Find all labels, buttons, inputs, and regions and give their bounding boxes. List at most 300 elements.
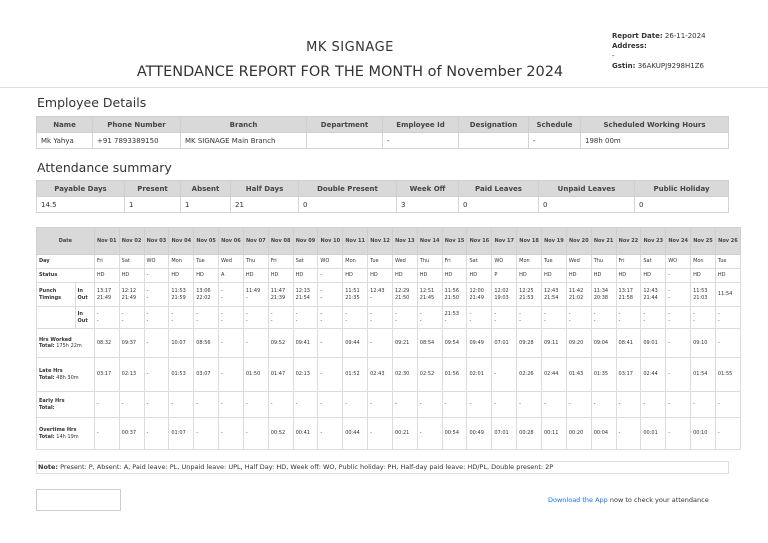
status-cell: HD — [467, 269, 492, 283]
punch-out-time: 22:02 — [196, 294, 211, 301]
punch-in-time: 12:02 — [494, 288, 509, 294]
punch-cell — [268, 307, 293, 329]
punch-cell — [542, 307, 567, 329]
punch-in-time: - — [221, 311, 223, 317]
ot-cell: 00:10 — [691, 418, 716, 450]
date-header: Nov 21 — [591, 228, 616, 255]
punch-cell — [368, 283, 393, 307]
punch-cell — [144, 283, 169, 307]
status-cell: - — [666, 269, 691, 283]
download-footer — [548, 496, 709, 504]
punch-cell — [392, 283, 417, 307]
hrs-cell: 09:49 — [467, 329, 492, 358]
punch-cell — [219, 283, 244, 307]
late-hrs-label — [37, 358, 95, 392]
employee-section-title: Employee Details — [37, 95, 147, 110]
punch-in-time: - — [196, 311, 198, 317]
date-header: Nov 12 — [368, 228, 393, 255]
punch-out-time: - — [146, 317, 149, 324]
punch-in-label: In — [77, 311, 83, 317]
status-cell: HD — [542, 269, 567, 283]
late-cell: 01:52 — [343, 358, 368, 392]
punch-out-time: - — [568, 317, 571, 324]
punch-cell — [492, 283, 517, 307]
status-cell: HD — [392, 269, 417, 283]
late-cell: 01:56 — [442, 358, 467, 392]
summary-table — [36, 180, 729, 213]
punch-out-time: 19:03 — [494, 294, 509, 301]
summary-cell: 14.5 — [37, 197, 125, 213]
ot-cell: 00:21 — [392, 418, 417, 450]
late-cell: 02:01 — [467, 358, 492, 392]
status-cell: HD — [641, 269, 666, 283]
punch-in-time: - — [146, 311, 149, 317]
late-cell: - — [144, 358, 169, 392]
punch-cell — [368, 307, 393, 329]
punch-in-time: 11:51 — [345, 288, 360, 294]
punch-out-time: - — [146, 294, 149, 301]
hrs-cell: 09:01 — [641, 329, 666, 358]
employee-cell: MK SIGNAGE Main Branch — [181, 133, 307, 149]
hrs-cell: 09:41 — [293, 329, 318, 358]
punch-out-time: 21:54 — [544, 294, 559, 301]
date-header: Nov 07 — [243, 228, 268, 255]
punch-cell — [467, 307, 492, 329]
punch-out-time: - — [717, 317, 720, 324]
punch-in-time: 11:56 — [444, 288, 460, 294]
hrs-cell: - — [144, 329, 169, 358]
punch-in-time: - — [544, 311, 546, 317]
ot-cell: - — [616, 418, 641, 450]
punch-out-time: - — [419, 317, 422, 324]
status-cell: HD — [591, 269, 616, 283]
punch-out-time: - — [370, 294, 372, 301]
early-cell: - — [467, 392, 492, 418]
overtime-hrs-label — [37, 418, 95, 450]
late-cell: 02:44 — [641, 358, 666, 392]
date-header: Nov 04 — [169, 228, 194, 255]
summary-cell: 21 — [231, 197, 299, 213]
ot-cell: - — [318, 418, 343, 450]
status-cell: HD — [417, 269, 442, 283]
status-row-label: Status — [37, 269, 95, 283]
punch-cell — [293, 307, 318, 329]
overtime-hrs-label-title: Overtime Hrs — [39, 427, 77, 433]
employee-cell: +91 7893389150 — [93, 133, 181, 149]
punch-cell — [517, 283, 542, 307]
overtime-hrs-label-total-value: 14h 19m — [56, 433, 79, 440]
early-cell: - — [243, 392, 268, 418]
ot-cell: - — [243, 418, 268, 450]
hrs-cell: 09:20 — [566, 329, 591, 358]
punch-in-time: 12:12 — [121, 288, 137, 294]
early-cell: - — [715, 392, 740, 418]
punch-cell — [442, 307, 467, 329]
day-cell: WO — [318, 255, 343, 269]
punch-cell — [318, 307, 343, 329]
punch-out-time: 21:58 — [618, 294, 633, 301]
punch-in-time: - — [593, 311, 596, 317]
date-header: Nov 13 — [392, 228, 417, 255]
hrs-cell: 09:52 — [268, 329, 293, 358]
hrs-worked-label-title: Hrs Worked — [39, 336, 72, 343]
early-cell: - — [368, 392, 393, 418]
legend-note — [36, 461, 729, 474]
punch-out-time: - — [668, 294, 671, 301]
punch-out-time: - — [618, 317, 621, 324]
day-cell: Mon — [169, 255, 194, 269]
day-cell: Thu — [417, 255, 442, 269]
late-hrs-label-total-label: Total: — [39, 374, 55, 381]
status-cell: HD — [368, 269, 393, 283]
status-cell: A — [219, 269, 244, 283]
hrs-cell: 09:54 — [442, 329, 467, 358]
punch-out-time: - — [121, 317, 124, 324]
punch-in-time: - — [121, 311, 124, 317]
late-cell: 01:35 — [591, 358, 616, 392]
hrs-cell: 09:11 — [542, 329, 567, 358]
hrs-worked-label-total-value: 175h 22m — [56, 343, 82, 349]
ot-cell: - — [144, 418, 169, 450]
punch-out-time: - — [544, 317, 546, 324]
date-header: Nov 08 — [268, 228, 293, 255]
date-header: Nov 26 — [715, 228, 740, 255]
employee-cell — [459, 133, 529, 149]
punch-in-time: - — [394, 311, 397, 317]
summary-cell: 1 — [125, 197, 181, 213]
punch-cell — [144, 307, 169, 329]
summary-cell: 0 — [299, 197, 397, 213]
punch-out-time: 20:38 — [593, 294, 609, 301]
punch-in-time: 12:00 — [469, 288, 484, 294]
punch-out-time: - — [96, 317, 99, 324]
punch-cell — [591, 283, 616, 307]
punch-out-time: - — [295, 317, 298, 324]
punch-cell — [417, 307, 442, 329]
summary-column-header: Double Present — [299, 181, 397, 197]
summary-column-header: Unpaid Leaves — [539, 181, 635, 197]
employee-cell: 198h 00m — [581, 133, 729, 149]
punch-out-time: - — [221, 294, 223, 301]
late-cell: 01:53 — [169, 358, 194, 392]
hrs-worked-label-total-label: Total: — [39, 343, 55, 349]
punch-in-time: - — [519, 311, 521, 317]
punch-cell — [219, 307, 244, 329]
employee-column-header: Branch — [181, 117, 307, 133]
ot-cell: 00:28 — [517, 418, 542, 450]
punch-in-time: 21:53 — [444, 311, 460, 317]
day-cell: WO — [144, 255, 169, 269]
hrs-cell: - — [715, 329, 740, 358]
punch-row-label: Punch Timings — [37, 283, 76, 307]
punch-in-time: 11:34 — [593, 288, 609, 294]
early-cell: - — [318, 392, 343, 418]
punch-cell — [641, 307, 666, 329]
ot-cell: 00:44 — [343, 418, 368, 450]
day-cell: Thu — [591, 255, 616, 269]
early-cell: - — [666, 392, 691, 418]
day-cell: Mon — [691, 255, 716, 269]
status-cell: HD — [169, 269, 194, 283]
punch-out-time: 21:39 — [270, 294, 286, 301]
summary-column-header: Absent — [181, 181, 231, 197]
early-cell: - — [268, 392, 293, 418]
hrs-cell: - — [368, 329, 393, 358]
punch-in-time: - — [146, 288, 149, 294]
download-footer-text: now to check your attendance — [607, 496, 709, 504]
early-hrs-label-title: Early Hrs — [39, 398, 65, 404]
employee-table — [36, 116, 729, 149]
punch-cell — [318, 283, 343, 307]
punch-in-time: - — [295, 311, 298, 317]
summary-column-header: Present — [125, 181, 181, 197]
punch-in-time: 11:54 — [717, 291, 733, 298]
late-cell: 02:13 — [293, 358, 318, 392]
punch-cell — [616, 307, 641, 329]
punch-out-time: - — [171, 317, 174, 324]
ot-cell: - — [715, 418, 740, 450]
status-cell: HD — [566, 269, 591, 283]
punch-in-time: - — [370, 311, 372, 317]
punch-in-time: 12:51 — [419, 288, 435, 294]
punch-cell — [492, 307, 517, 329]
day-cell: Mon — [517, 255, 542, 269]
status-cell: HD — [715, 269, 740, 283]
day-cell: Tue — [715, 255, 740, 269]
summary-column-header: Payable Days — [37, 181, 125, 197]
late-cell: 03:07 — [194, 358, 219, 392]
punch-out-time: - — [370, 317, 372, 324]
note-text: Present: P, Absent: A, Paid leave: PL, Unpaid leave: UPL, Half Day: HD, Week off: WO, Public holiday: PH, Half-day paid leave: HD/PL, Double present: 2P — [60, 463, 554, 471]
punch-in-time: - — [270, 311, 273, 317]
punch-cell — [641, 283, 666, 307]
gstin-value: 36AKUPJ9298H1Z6 — [637, 62, 704, 70]
late-cell: 01:47 — [268, 358, 293, 392]
punch-in-time: 12:43 — [643, 288, 658, 294]
employee-cell: - — [383, 133, 459, 149]
punch-out-time: - — [469, 317, 472, 324]
header-divider — [0, 87, 768, 88]
employee-column-header: Designation — [459, 117, 529, 133]
day-cell: Fri — [94, 255, 119, 269]
punch-cell — [119, 307, 144, 329]
early-cell: - — [392, 392, 417, 418]
status-cell: HD — [119, 269, 144, 283]
punch-out-time: 21:35 — [345, 294, 360, 301]
punch-in-time: - — [668, 288, 671, 294]
late-cell: - — [318, 358, 343, 392]
date-header: Nov 15 — [442, 228, 467, 255]
employee-cell: - — [529, 133, 581, 149]
punch-out-time: - — [494, 317, 497, 324]
hrs-cell: 08:41 — [616, 329, 641, 358]
early-cell: - — [492, 392, 517, 418]
ot-cell: 00:41 — [293, 418, 318, 450]
punch-cell — [194, 283, 219, 307]
hrs-cell: - — [219, 329, 244, 358]
punch-cell — [467, 283, 492, 307]
employee-column-header: Name — [37, 117, 93, 133]
punch-cell — [666, 283, 691, 307]
date-header: Nov 05 — [194, 228, 219, 255]
summary-cell: 0 — [459, 197, 539, 213]
status-cell: - — [318, 269, 343, 283]
report-date-label: Report Date: — [612, 32, 663, 40]
date-header: Nov 19 — [542, 228, 567, 255]
early-cell: - — [517, 392, 542, 418]
late-cell: 01:54 — [691, 358, 716, 392]
status-cell: HD — [691, 269, 716, 283]
report-date: 26-11-2024 — [664, 32, 706, 40]
early-cell: - — [293, 392, 318, 418]
ot-cell: 00:01 — [641, 418, 666, 450]
punch-cell — [715, 283, 740, 307]
punch-row-label-blank — [37, 307, 76, 329]
punch-out-time: 21:49 — [121, 294, 137, 301]
date-header: Nov 18 — [517, 228, 542, 255]
summary-column-header: Paid Leaves — [459, 181, 539, 197]
punch-out-time: - — [320, 317, 323, 324]
punch-cell — [417, 283, 442, 307]
late-cell: 01:43 — [566, 358, 591, 392]
date-header: Nov 24 — [666, 228, 691, 255]
punch-in-time: - — [419, 311, 422, 317]
download-app-link[interactable]: Download the App — [548, 496, 608, 504]
status-cell: HD — [442, 269, 467, 283]
punch-in-time: - — [320, 311, 323, 317]
punch-in-time: - — [618, 311, 621, 317]
hrs-cell: 08:56 — [194, 329, 219, 358]
ot-cell: 00:11 — [542, 418, 567, 450]
early-cell: - — [591, 392, 616, 418]
late-cell: - — [492, 358, 517, 392]
daily-attendance-table — [36, 227, 741, 450]
punch-cell — [591, 307, 616, 329]
ot-cell: 00:52 — [268, 418, 293, 450]
punch-in-time: - — [717, 311, 720, 317]
late-cell: 02:26 — [517, 358, 542, 392]
day-cell: Wed — [219, 255, 244, 269]
late-cell: 01:50 — [243, 358, 268, 392]
summary-cell: 0 — [539, 197, 635, 213]
early-cell: - — [417, 392, 442, 418]
punch-cell — [666, 307, 691, 329]
late-cell: 03:17 — [94, 358, 119, 392]
punch-cell — [119, 283, 144, 307]
date-header: Nov 22 — [616, 228, 641, 255]
day-cell: Sat — [641, 255, 666, 269]
ot-cell: 00:49 — [467, 418, 492, 450]
punch-in-label: In — [77, 288, 83, 294]
day-cell: Thu — [243, 255, 268, 269]
punch-cell — [392, 307, 417, 329]
ot-cell: - — [94, 418, 119, 450]
punch-cell — [293, 283, 318, 307]
punch-in-time: - — [568, 311, 571, 317]
punch-out-time: - — [643, 317, 646, 324]
hrs-cell: - — [243, 329, 268, 358]
status-cell: HD — [194, 269, 219, 283]
punch-cell — [517, 307, 542, 329]
punch-in-time: - — [96, 311, 99, 317]
punch-out-time: 21:44 — [643, 294, 658, 301]
hrs-cell: 08:32 — [94, 329, 119, 358]
late-hrs-label-title: Late Hrs — [39, 368, 63, 374]
ot-cell: 00:20 — [566, 418, 591, 450]
summary-column-header: Half Days — [231, 181, 299, 197]
punch-out-time: - — [270, 317, 273, 324]
early-cell: - — [691, 392, 716, 418]
ot-cell: - — [417, 418, 442, 450]
punch-out-time: - — [668, 317, 671, 324]
employee-cell: Mk Yahya — [37, 133, 93, 149]
punch-in-time: - — [469, 311, 472, 317]
punch-cell — [691, 283, 716, 307]
day-cell: Sat — [467, 255, 492, 269]
punch-out-label: Out — [77, 294, 88, 301]
early-cell: - — [616, 392, 641, 418]
company-name: MK SIGNAGE — [306, 40, 394, 55]
late-cell: 03:17 — [616, 358, 641, 392]
punch-out-time: - — [245, 294, 248, 301]
punch-out-time: 21:02 — [568, 294, 584, 301]
status-cell: HD — [517, 269, 542, 283]
punch-cell — [616, 283, 641, 307]
punch-in-time: 11:47 — [270, 288, 286, 294]
punch-in-time: 12:29 — [394, 288, 410, 294]
status-cell: HD — [616, 269, 641, 283]
early-cell: - — [194, 392, 219, 418]
date-header: Nov 01 — [94, 228, 119, 255]
punch-in-time: 12:43 — [370, 288, 385, 294]
overtime-hrs-label-total-label: Total: — [39, 433, 55, 440]
date-header: Nov 20 — [566, 228, 591, 255]
date-header: Nov 11 — [343, 228, 368, 255]
early-cell: - — [566, 392, 591, 418]
ot-cell: 07:01 — [492, 418, 517, 450]
hrs-cell: 09:44 — [343, 329, 368, 358]
late-cell: 02:43 — [368, 358, 393, 392]
punch-out-time: 21:53 — [519, 294, 534, 301]
employee-column-header: Schedule — [529, 117, 581, 133]
punch-in-time: - — [171, 311, 174, 317]
punch-in-out-labels — [75, 307, 94, 329]
status-cell: HD — [293, 269, 318, 283]
date-header: Nov 25 — [691, 228, 716, 255]
hrs-cell: 10:07 — [169, 329, 194, 358]
status-cell: P — [492, 269, 517, 283]
date-header: Nov 16 — [467, 228, 492, 255]
punch-in-time: 11:49 — [245, 288, 261, 294]
date-header: Nov 14 — [417, 228, 442, 255]
ot-cell: - — [194, 418, 219, 450]
late-cell: - — [219, 358, 244, 392]
punch-out-time: - — [320, 294, 323, 301]
punch-in-time: - — [668, 311, 671, 317]
day-cell: Tue — [368, 255, 393, 269]
ot-cell: 00:04 — [591, 418, 616, 450]
punch-out-time: - — [394, 317, 397, 324]
punch-out-time: - — [345, 317, 348, 324]
punch-cell — [715, 307, 740, 329]
day-cell: Tue — [542, 255, 567, 269]
ot-cell: - — [219, 418, 244, 450]
punch-out-time: - — [593, 317, 596, 324]
punch-in-time: - — [643, 311, 646, 317]
hrs-cell: - — [318, 329, 343, 358]
punch-cell — [169, 283, 194, 307]
punch-in-time: 11:53 — [171, 288, 186, 294]
